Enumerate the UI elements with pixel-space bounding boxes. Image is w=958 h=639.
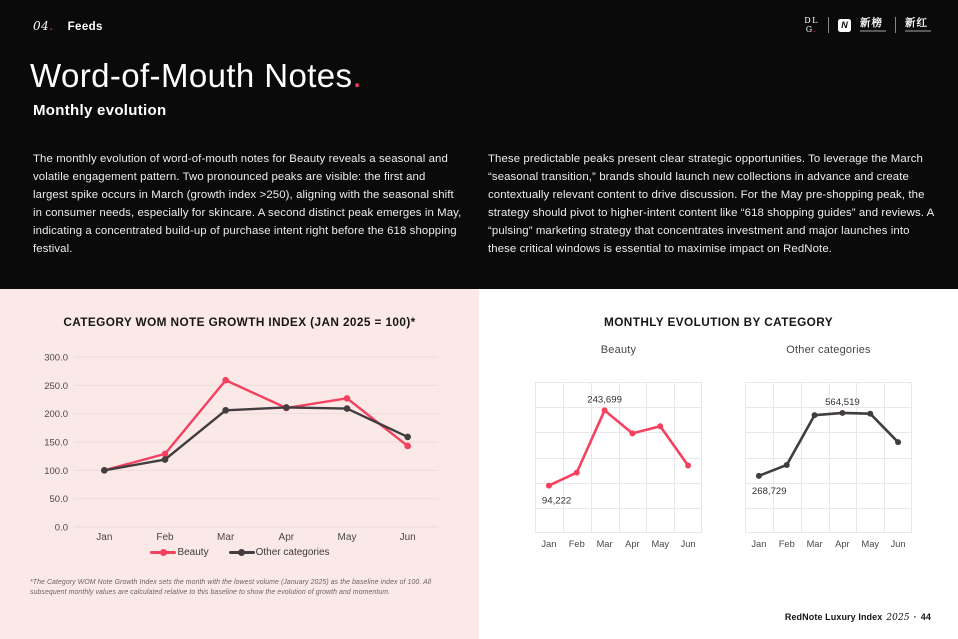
data-point-other-categories [101,467,108,474]
legend-marker [229,551,255,554]
data-point-beauty [222,377,229,384]
xinbang-wordmark: 新榜 [860,16,883,29]
x-axis-tick-label: May [861,539,880,549]
logo-divider [895,17,896,33]
x-axis-tick-label: Feb [778,539,795,549]
monthly-evolution-panel [479,289,958,639]
y-axis-tick-label: 300.0 [44,352,68,364]
x-axis-tick-label: Mar [596,539,613,549]
footer-page-number: 44 [920,612,931,622]
x-axis-tick-label: Feb [156,532,174,543]
footer-separator: · [913,612,917,622]
legend-marker [150,551,176,554]
monthly-evolution-title: MONTHLY EVOLUTION BY CATEGORY [604,315,833,329]
brand-logos [804,16,931,34]
x-axis-tick-label: Jun [680,539,696,549]
dlg-logo-top: DL [804,16,819,25]
section-eyebrow [33,19,103,33]
data-point-label: 564,519 [825,396,860,408]
data-point-other-categories [404,434,411,441]
chart-legend [28,547,452,558]
data-point-label: 243,699 [587,394,622,406]
chart-footnote: *The Category WOM Note Growth Index sets the month with the lowest volume (January 2025) as the baseline index of 100. All subsequent monthly values are calculated relative to this baseline to show the evolution of growth and momentum. [30,579,432,597]
data-point-other-categories [784,462,790,468]
dlg-logo [804,16,819,34]
x-axis-tick-label: Jan [541,539,557,549]
logo-divider [828,17,829,33]
series-line-beauty [104,380,407,470]
data-point-beauty [657,423,663,429]
series-line-beauty [549,410,688,485]
data-point-beauty [602,407,608,413]
newrank-icon: N [838,19,851,32]
data-point-other-categories [756,473,762,479]
section-label: Feeds [67,21,103,33]
x-axis-tick-label: May [337,532,357,543]
x-axis-tick-label: Jun [399,532,416,543]
x-axis-tick-label: Apr [625,539,640,549]
data-point-beauty [574,470,580,476]
other-mini-chart [745,382,912,557]
growth-index-chart [28,350,452,554]
legend-label: Other categories [255,547,330,558]
legend-item-other-categories [229,547,330,558]
data-point-beauty [404,443,411,450]
series-line-other-categories [104,407,407,470]
data-point-other-categories [867,411,873,417]
data-point-other-categories [812,412,818,418]
x-axis-tick-label: Jan [751,539,767,549]
data-point-other-categories [222,407,229,414]
y-axis-tick-label: 100.0 [44,465,68,477]
dlg-logo-bottom: G. [805,25,818,35]
beauty-mini-chart-title: Beauty [600,344,637,356]
y-axis-tick-label: 50.0 [49,494,68,506]
x-axis-tick-label: Jan [96,532,113,543]
chart-gridlines [44,353,438,534]
beauty-mini-chart [535,382,702,557]
intro-paragraph-left: The monthly evolution of word-of-mouth notes for Beauty reveals a seasonal and volatile engagement pattern. Two pronounced peaks are visible: the first and largest spike occurs in March (growth index >250), aligning with the seasonal shift in consumer needs, especially for skincare. A second distinct peak emerges in May, indicating a concentrated build-up of purchase intent right before the 618 shopping festival. [33,153,462,256]
footer-credit [785,612,931,623]
x-axis-tick-label: Jun [890,539,906,549]
footer-label: RedNote Luxury Index [784,612,883,622]
accent-dot: . [49,19,54,33]
data-point-beauty [685,463,691,469]
x-axis-tick-label: Apr [278,532,295,543]
data-point-beauty [629,430,635,436]
y-axis-tick-label: 250.0 [44,380,68,392]
page-subtitle: Monthly evolution [33,102,167,119]
growth-index-chart-title: CATEGORY WOM NOTE GROWTH INDEX (JAN 2025 = 100)* [63,315,416,329]
x-axis-tick-label: Mar [217,532,235,543]
data-point-other-categories [162,456,169,463]
section-number: 04. [33,19,54,33]
header [0,0,958,289]
data-point-other-categories [283,404,290,411]
other-mini-chart-title: Other categories [786,344,871,356]
series-line-other-categories [759,413,898,476]
xinbang-caption-bar [860,30,886,32]
xinhong-wordmark: 新红 [905,16,928,29]
xinhong-logo [905,18,931,33]
x-axis-tick-label: Feb [568,539,585,549]
data-point-beauty [546,483,552,489]
title-accent-dot: . [352,57,363,94]
data-point-other-categories [839,410,845,416]
data-point-label: 268,729 [751,485,787,497]
data-point-label: 94,222 [541,495,572,507]
page-title: Word-of-Mouth Notes. [30,57,363,94]
xinbang-logo [860,18,886,33]
x-axis-tick-label: Apr [835,539,850,549]
intro-paragraphs [33,150,936,258]
legend-label: Beauty [177,547,209,558]
x-axis-tick-label: Mar [806,539,823,549]
x-axis-tick-label: May [651,539,670,549]
y-axis-tick-label: 150.0 [44,437,68,449]
intro-paragraph-right: These predictable peaks present clear strategic opportunities. To leverage the March “seasonal transition,” brands should launch new collections in advance and create contextually relevant content to drive discussion. For the May pre-shopping peak, the strategy should pivot to higher-intent content like “618 shopping guides” and reviews. A “pulsing” marketing strategy that concentrates investment and major launches into these critical windows is essential to maximise impact on RedNote. [488,153,934,256]
data-point-beauty [344,395,351,402]
data-point-other-categories [895,439,901,445]
y-axis-tick-label: 200.0 [44,409,68,421]
legend-item-beauty [150,547,208,558]
data-point-other-categories [344,405,351,412]
growth-index-panel [0,289,479,639]
y-axis-tick-label: 0.0 [54,522,68,534]
footer-year: 2025 [886,613,910,623]
xinhong-caption-bar [905,30,931,32]
